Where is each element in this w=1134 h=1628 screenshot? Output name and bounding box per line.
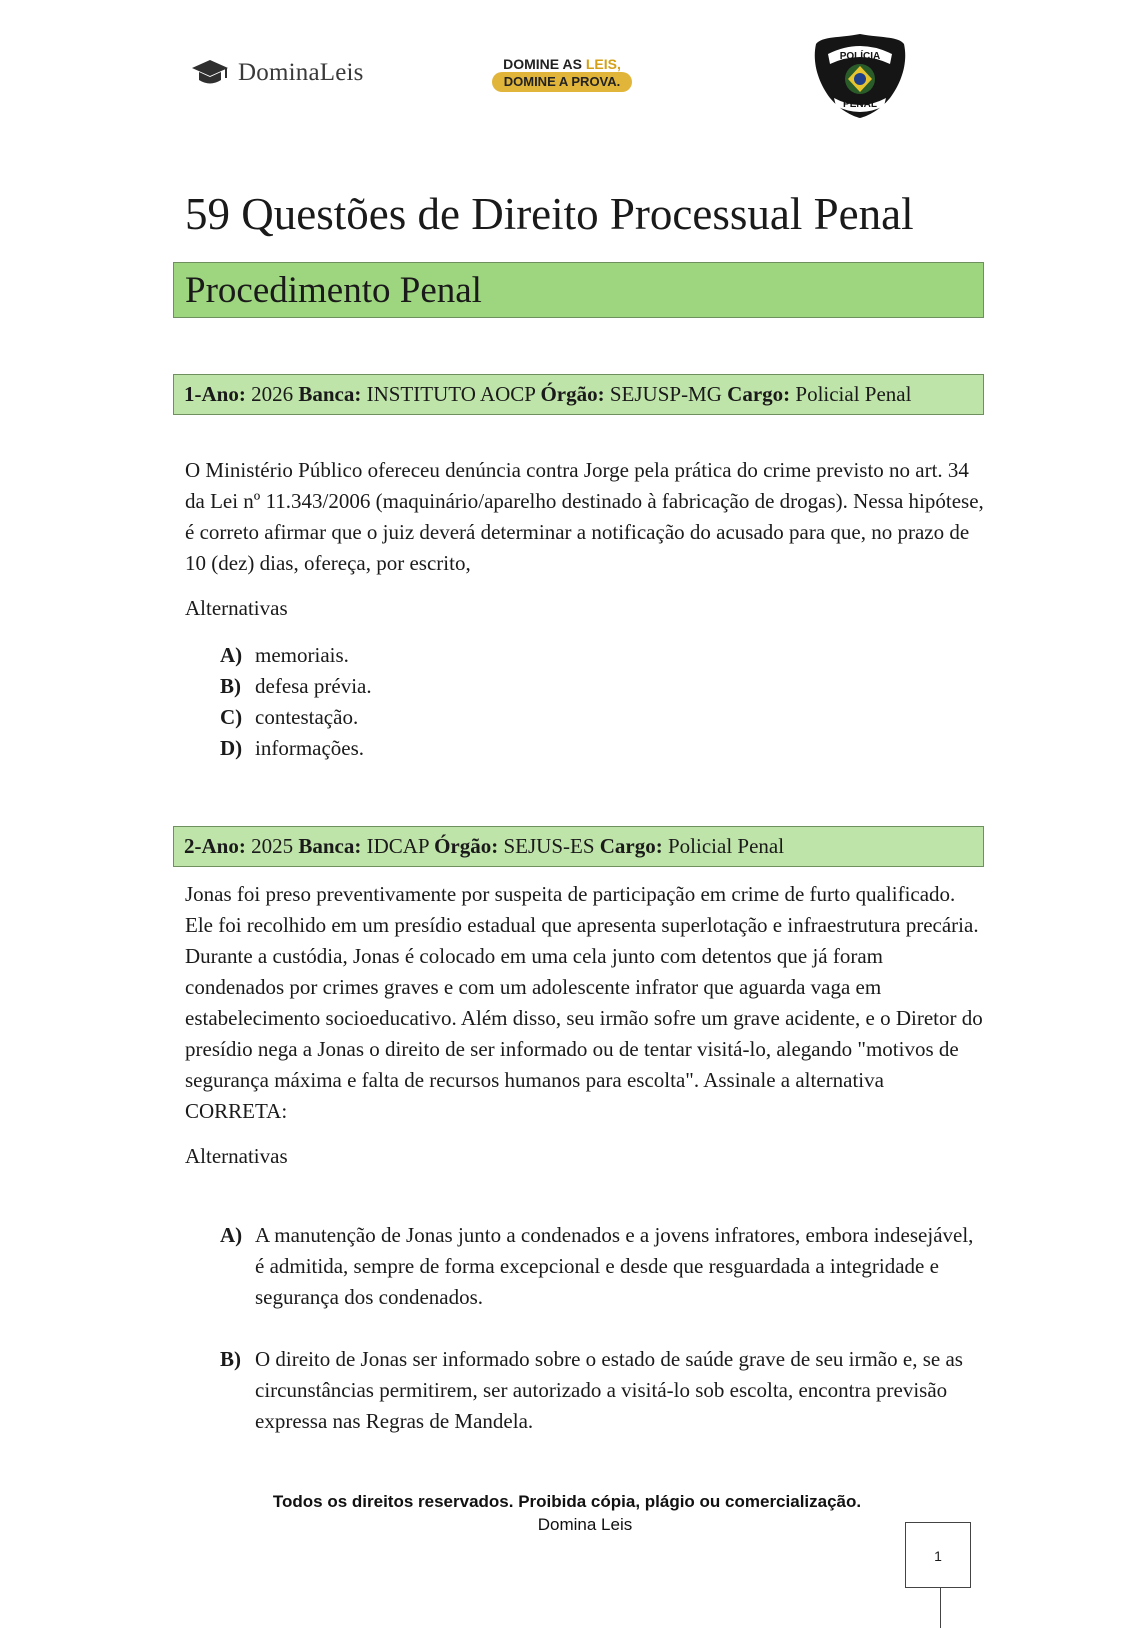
question-1-option-a[interactable]: A) memoriais. <box>220 643 349 667</box>
question-1-option-d[interactable]: D) informações. <box>220 736 365 760</box>
dominaleis-logo <box>190 56 364 90</box>
question-2-header: 2-Ano: 2025 Banca: IDCAP Órgão: SEJUS-ES Cargo: Policial Penal <box>173 826 984 867</box>
page-number: 1 <box>905 1522 971 1588</box>
question-1-header: 1-Ano: 2026 Banca: INSTITUTO AOCP Órgão: SEJUSP-MG Cargo: Policial Penal <box>173 374 984 415</box>
slogan-line2: DOMINE A PROVA. <box>492 72 633 92</box>
question-2-option-a[interactable]: A) A manutenção de Jonas junto a condenados e a jovens infratores, embora indesejável, é admitida, sempre de forma excepcional e desde que resguardada a integridade e segurança dos condenados. <box>220 1223 974 1309</box>
page-number-line <box>940 1588 941 1628</box>
policia-penal-badge-icon <box>810 32 910 120</box>
question-1-option-b[interactable]: B) defesa prévia. <box>220 674 372 698</box>
brand-name: DominaLeis <box>238 59 364 86</box>
graduation-cap-icon <box>190 56 230 90</box>
copyright-notice: Todos os direitos reservados. Proibida cópia, plágio ou comercialização. <box>272 1492 862 1511</box>
badge-top-text: POLÍCIA <box>839 51 881 62</box>
alternatives-label: Alternativas <box>185 1144 288 1168</box>
question-2-statement: Jonas foi preso preventivamente por suspeita de participação em crime de furto qualificado. Ele foi recolhido em um presídio estadual que apresenta superlotação e infraestrutura precária. Durante a custódia, Jonas é colocado em uma cela junto com detentos que já foram condenados por crimes graves e com um adolescente infrator que aguarda vaga em estabelecimento socioeducativo. Além disso, seu irmão sofre um grave acidente, e o Diretor do presídio nega a Jonas o direito de ser informado ou de tentar visitá-lo, alegando "motivos de segurança máxima e falta de recursos humanos para escolta". Assinale a alternativa CORRETA: <box>185 882 983 1123</box>
badge-bottom-text: PENAL <box>843 99 877 110</box>
document-title: 59 Questões de Direito Processual Penal <box>185 189 914 239</box>
slogan-accent: LEIS, <box>585 56 621 72</box>
question-1-option-c[interactable]: C) contestação. <box>220 705 359 729</box>
slogan-text: DOMINE AS <box>503 56 586 72</box>
section-title: Procedimento Penal <box>185 270 482 311</box>
question-2-option-b[interactable]: B) O direito de Jonas ser informado sobre o estado de saúde grave de seu irmão e, se as circunstâncias permitirem, ser autorizado a visitá-lo sob escolta, encontra previsão expressa nas Regras de Mandela. <box>220 1347 963 1433</box>
question-1-statement: O Ministério Público ofereceu denúncia contra Jorge pela prática do crime previsto no art. 34 da Lei nº 11.343/2006 (maquinário/aparelho destinado à fabricação de drogas). Nessa hipótese, é correto afirmar que o juiz deverá determinar a notificação do acusado para que, no prazo de 10 (dez) dias, ofereça, por escrito, <box>185 458 984 575</box>
slogan-logo <box>476 56 648 92</box>
section-header <box>173 262 984 318</box>
alternatives-label: Alternativas <box>185 596 288 620</box>
footer-brand: Domina Leis <box>537 1515 633 1534</box>
